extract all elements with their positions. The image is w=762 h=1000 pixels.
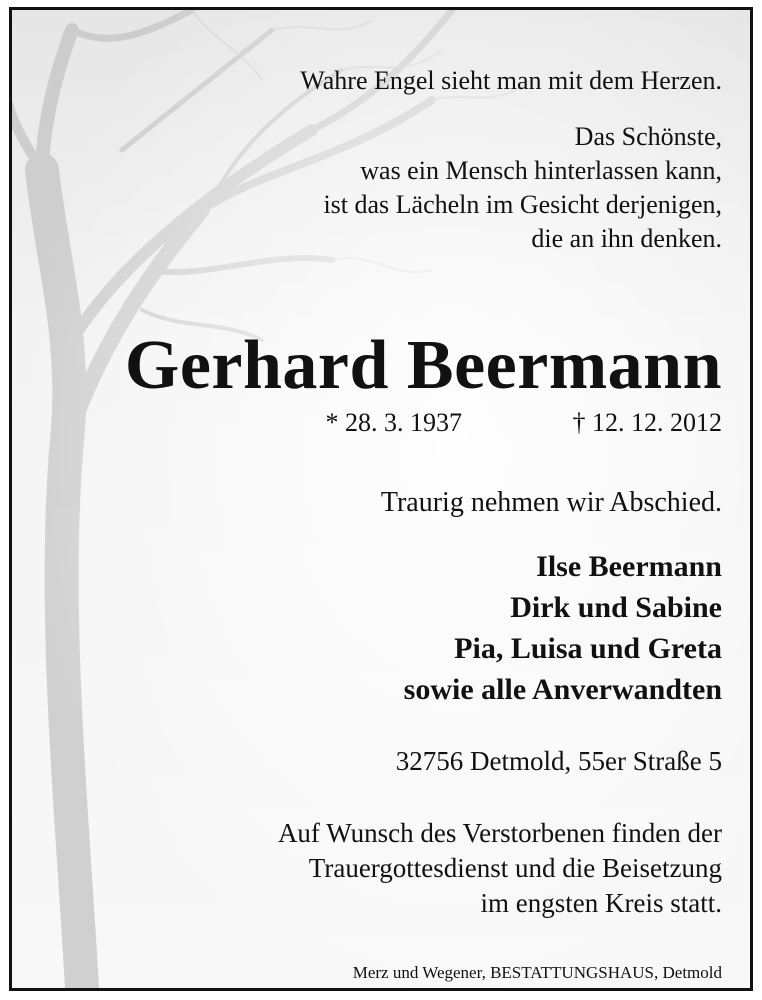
farewell-line: Traurig nehmen wir Abschied. xyxy=(380,487,722,518)
quote-verse-line: die an ihn denken. xyxy=(531,224,722,253)
death-date: † 12. 12. 2012 xyxy=(572,408,722,437)
obituary-content xyxy=(12,10,750,988)
funeral-home: Merz und Wegener, BESTATTUNGSHAUS, Detmold xyxy=(352,963,722,982)
quote-verse-line: Das Schönste, xyxy=(574,122,722,151)
family-member: Ilse Beermann xyxy=(536,550,722,583)
family-list xyxy=(404,546,722,710)
quote-first-line: Wahre Engel sieht man mit dem Herzen. xyxy=(300,66,722,95)
quote-verse xyxy=(323,120,722,256)
family-member: Pia, Luisa und Greta xyxy=(454,632,722,665)
address: 32756 Detmold, 55er Straße 5 xyxy=(395,746,722,776)
birth-date: * 28. 3. 1937 xyxy=(325,408,462,437)
family-member: sowie alle Anverwandten xyxy=(403,673,722,706)
quote-verse-line: was ein Mensch hinterlassen kann, xyxy=(360,156,722,185)
deceased-name: Gerhard Beermann xyxy=(124,327,722,404)
notice-line: im engsten Kreis statt. xyxy=(480,888,722,918)
family-member: Dirk und Sabine xyxy=(510,591,722,624)
obituary-frame xyxy=(9,7,753,991)
notice-line: Trauergottesdienst und die Beisetzung xyxy=(308,853,722,883)
funeral-notice xyxy=(278,816,722,921)
quote-verse-line: ist das Lächeln im Gesicht derjenigen, xyxy=(323,190,722,219)
notice-line: Auf Wunsch des Verstorbenen finden der xyxy=(277,818,722,848)
